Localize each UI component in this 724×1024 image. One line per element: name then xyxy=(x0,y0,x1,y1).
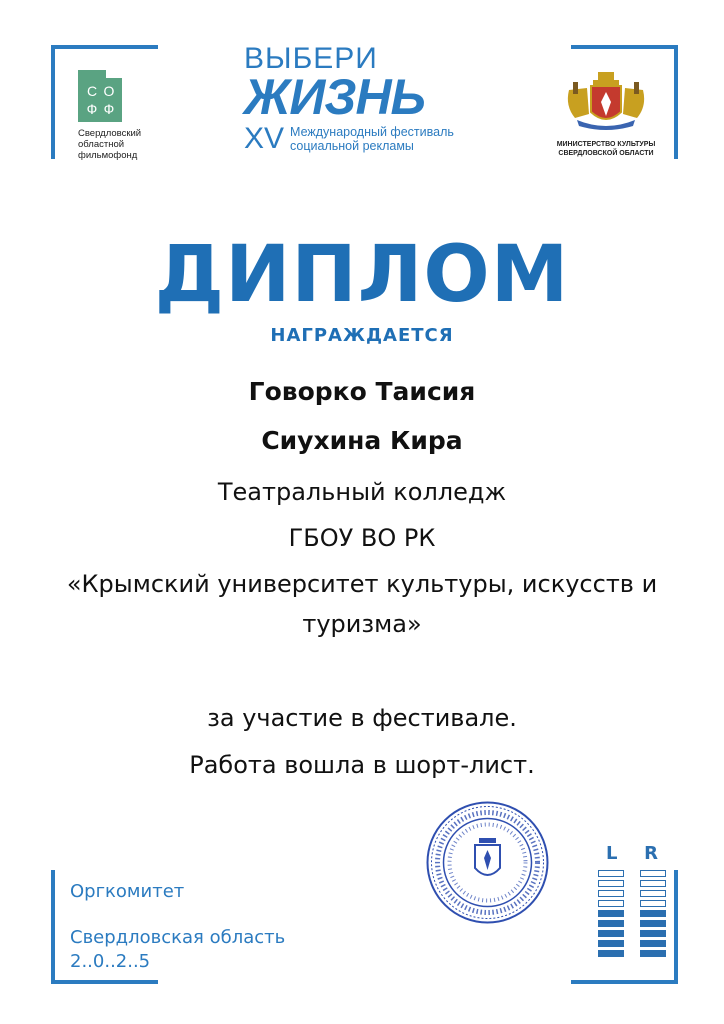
meter-bar xyxy=(640,910,666,917)
meter-bar xyxy=(598,900,624,907)
logo-letter: Ф xyxy=(103,101,115,117)
meter-left-column xyxy=(598,870,624,960)
meter-bar xyxy=(598,870,624,877)
filmofond-emblem-icon xyxy=(78,70,122,122)
filmofond-logo xyxy=(78,70,168,161)
meter-bar xyxy=(640,900,666,907)
ministry-logo xyxy=(548,70,664,158)
awarded-label: НАГРАЖДАЕТСЯ xyxy=(270,325,454,346)
meter-bar xyxy=(598,890,624,897)
festival-numeral: XV xyxy=(244,122,285,155)
meter-bar xyxy=(598,940,624,947)
organizer-label: Оргкомитет xyxy=(70,881,185,902)
meter-bar xyxy=(598,880,624,887)
festival-desc-line: Международный фестиваль xyxy=(290,125,454,139)
meter-bar xyxy=(598,930,624,937)
meter-right-label: R xyxy=(644,843,658,864)
institution-line-part: «Крымский университет культуры, искусств и xyxy=(66,570,658,598)
meter-left-label: L xyxy=(606,843,618,864)
meter-bar xyxy=(640,920,666,927)
meter-bar xyxy=(598,920,624,927)
festival-line1: ВЫБЕРИ xyxy=(244,42,378,75)
festival-line2: ЖИЗНЬ xyxy=(244,69,425,125)
logo-letter: Ф xyxy=(86,101,98,117)
meter-bar xyxy=(598,950,624,957)
reason-line: за участие в фестивале. xyxy=(207,704,517,732)
meter-bar xyxy=(640,950,666,957)
institution-line: ГБОУ ВО РК xyxy=(288,524,436,552)
meter-bar xyxy=(598,910,624,917)
institution-line-part: туризма» xyxy=(302,610,422,638)
caption-line: СВЕРДЛОВСКОЙ ОБЛАСТИ xyxy=(558,150,654,157)
logo-letter: О xyxy=(103,83,115,99)
caption-line: фильмофонд xyxy=(78,150,138,161)
organizer-block xyxy=(70,880,285,974)
filmofond-caption xyxy=(78,128,168,161)
festival-description xyxy=(290,125,454,153)
meter-bar xyxy=(640,870,666,877)
audio-meter xyxy=(598,843,666,960)
institution-line xyxy=(40,564,684,644)
caption-line: областной xyxy=(78,139,125,150)
recipient-name: Говорко Таисия xyxy=(248,377,476,406)
reason-line: Работа вошла в шорт-лист. xyxy=(189,751,535,779)
caption-line: МИНИСТЕРСТВО КУЛЬТУРЫ xyxy=(556,141,656,148)
meter-bar xyxy=(640,940,666,947)
coat-of-arms-icon xyxy=(563,70,649,132)
recipient-name: Сиухина Кира xyxy=(261,426,463,455)
meter-bar xyxy=(640,890,666,897)
ministry-caption xyxy=(548,140,664,158)
caption-line: Свердловский xyxy=(78,128,142,139)
organizer-region: Свердловская область xyxy=(70,927,286,948)
festival-logo xyxy=(244,44,494,154)
diploma-title: ДИПЛОМ xyxy=(154,230,570,320)
official-stamp-icon xyxy=(425,800,550,925)
institution-line: Театральный колледж xyxy=(217,478,507,506)
meter-bar xyxy=(640,930,666,937)
organizer-year: 2..0..2..5 xyxy=(70,951,151,972)
logo-letter: С xyxy=(86,83,98,99)
meter-right-column xyxy=(640,870,666,960)
festival-desc-line: социальной рекламы xyxy=(290,139,414,153)
meter-bar xyxy=(640,880,666,887)
